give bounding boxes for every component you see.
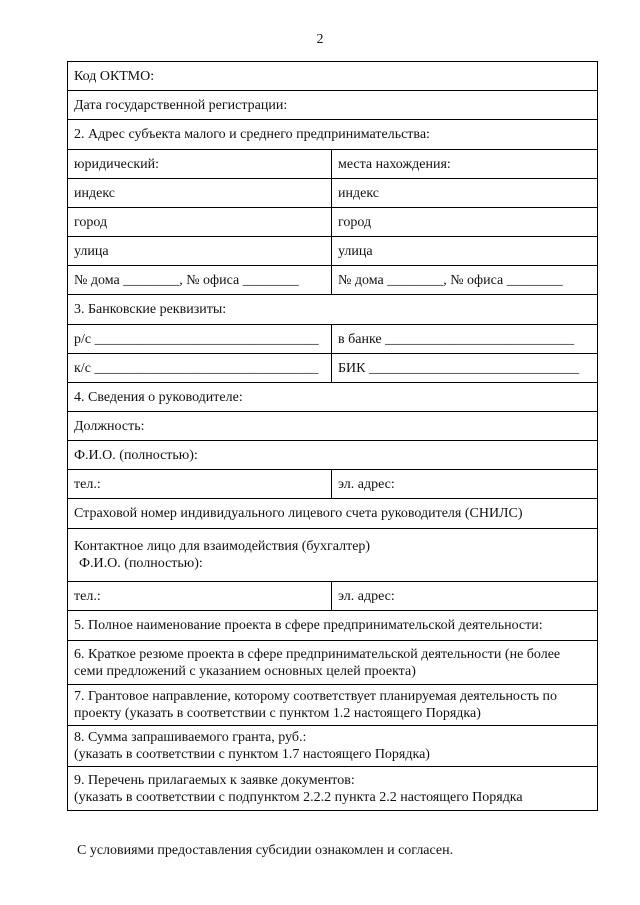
section9-note: (указать в соответствии с подпунктом 2.2.2 пункта 2.2 настоящего Порядка — [74, 789, 523, 805]
section8-grant-amount[interactable] — [68, 726, 598, 767]
row-head-contacts — [68, 470, 598, 499]
section6-project-summary[interactable]: 6. Краткое резюме проекта в сфере предпринимательской деятельности (не более семи предложений с указанием основных целей проекта) — [68, 641, 598, 685]
snils-field[interactable]: Страховой номер индивидуального лицевого счета руководителя (СНИЛС) — [68, 499, 598, 529]
row-section8 — [68, 726, 598, 767]
location-city-field[interactable]: город — [332, 208, 598, 237]
bik-field[interactable]: БИК ______________________________ — [332, 354, 598, 383]
section9-documents-list[interactable] — [68, 767, 598, 811]
page-number: 2 — [316, 32, 324, 47]
position-field[interactable]: Должность: — [68, 412, 598, 441]
section2-title: 2. Адрес субъекта малого и среднего предпринимательства: — [68, 120, 598, 150]
consent-statement: С условиями предоставления субсидии ознакомлен и согласен. — [77, 843, 454, 858]
corr-account-field[interactable]: к/с ________________________________ — [68, 354, 332, 383]
row-corr-account — [68, 354, 598, 383]
contact-person-name-label: Ф.И.О. (полностью): — [79, 556, 203, 571]
section5-project-name[interactable]: 5. Полное наименование проекта в сфере предпринимательской деятельности: — [68, 611, 598, 641]
full-name-field[interactable]: Ф.И.О. (полностью): — [68, 441, 598, 470]
row-account — [68, 325, 598, 354]
head-phone-field[interactable]: тел.: — [68, 470, 332, 499]
legal-address-header: юридический: — [68, 150, 332, 179]
row-full-name — [68, 441, 598, 470]
row-section4-title — [68, 383, 598, 412]
contact-person-field[interactable] — [68, 529, 598, 582]
row-section6 — [68, 641, 598, 685]
location-index-field[interactable]: индекс — [332, 179, 598, 208]
section8-note: (указать в соответствии с пунктом 1.7 настоящего Порядка) — [74, 747, 430, 762]
row-section5 — [68, 611, 598, 641]
row-snils — [68, 499, 598, 529]
section8-title: 8. Сумма запрашиваемого гранта, руб.: — [74, 730, 307, 745]
row-address-headers — [68, 150, 598, 179]
location-house-field[interactable]: № дома ________, № офиса ________ — [332, 266, 598, 295]
row-street — [68, 237, 598, 266]
legal-city-field[interactable]: город — [68, 208, 332, 237]
oktmo-field[interactable]: Код ОКТМО: — [68, 62, 598, 91]
legal-index-field[interactable]: индекс — [68, 179, 332, 208]
contact-email-field[interactable]: эл. адрес: — [332, 582, 598, 611]
bank-name-field[interactable]: в банке ___________________________ — [332, 325, 598, 354]
section7-grant-direction[interactable]: 7. Грантовое направление, которому соответствует планируемая деятельность по проекту (указать в соответствии с пунктом 1.2 настоящего Порядка) — [68, 685, 598, 726]
row-section2-title — [68, 120, 598, 150]
row-section9 — [68, 767, 598, 811]
section9-title: 9. Перечень прилагаемых к заявке документов: — [74, 772, 355, 788]
legal-house-field[interactable]: № дома ________, № офиса ________ — [68, 266, 332, 295]
registration-date-field[interactable]: Дата государственной регистрации: — [68, 91, 598, 120]
row-oktmo — [68, 62, 598, 91]
row-house — [68, 266, 598, 295]
row-contact-details — [68, 582, 598, 611]
legal-street-field[interactable]: улица — [68, 237, 332, 266]
head-email-field[interactable]: эл. адрес: — [332, 470, 598, 499]
contact-phone-field[interactable]: тел.: — [68, 582, 332, 611]
contact-person-label: Контактное лицо для взаимодействия (бухгалтер) — [74, 539, 371, 554]
row-section3-title — [68, 295, 598, 325]
location-street-field[interactable]: улица — [332, 237, 598, 266]
row-position — [68, 412, 598, 441]
row-section7 — [68, 685, 598, 726]
account-field[interactable]: р/с ________________________________ — [68, 325, 332, 354]
section4-title: 4. Сведения о руководителе: — [68, 383, 598, 412]
row-registration-date — [68, 91, 598, 120]
location-address-header: места нахождения: — [332, 150, 598, 179]
row-index — [68, 179, 598, 208]
application-form-table — [67, 61, 598, 811]
row-city — [68, 208, 598, 237]
row-contact-person — [68, 529, 598, 582]
section3-title: 3. Банковские реквизиты: — [68, 295, 598, 325]
